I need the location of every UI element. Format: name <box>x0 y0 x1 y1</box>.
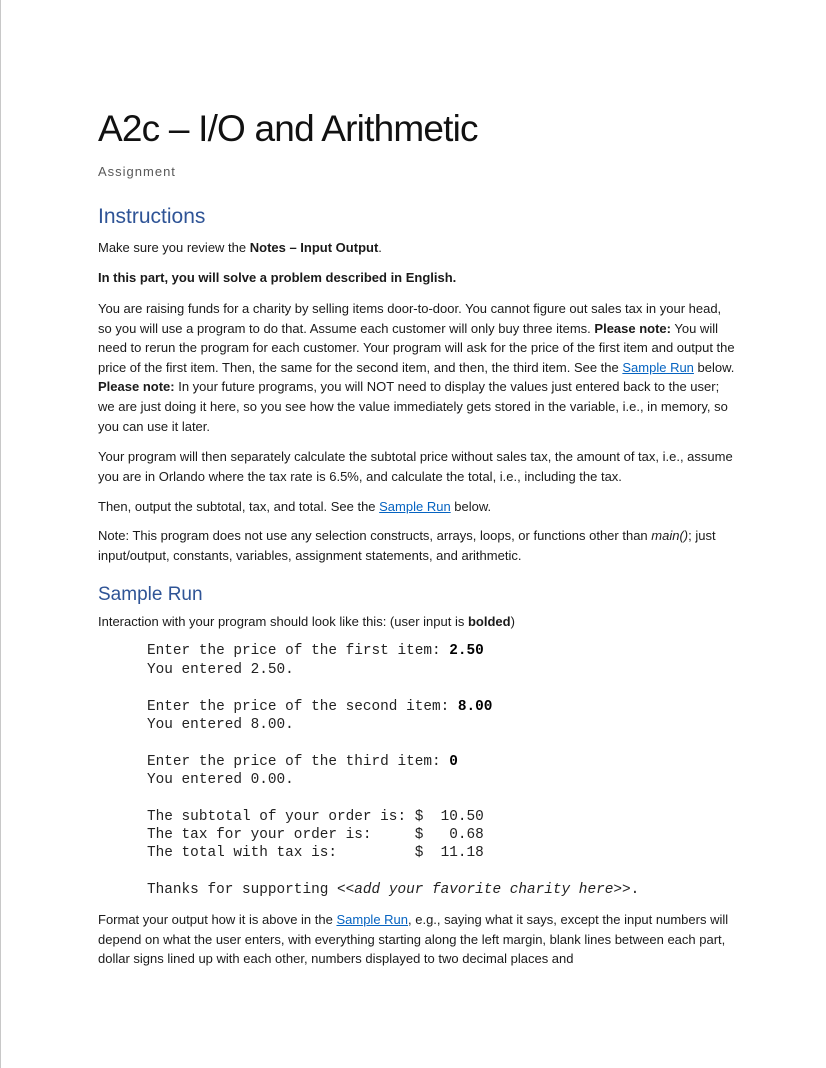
charity-paragraph <box>98 299 738 436</box>
sample-run-link[interactable]: Sample Run <box>379 499 451 514</box>
output-paragraph <box>98 497 738 517</box>
p3-bold-2: Please note: <box>98 379 175 395</box>
p6-suffix: ; just input/output, constants, variables, assignment statements, and arithmetic. <box>98 528 716 563</box>
prompt-second-item: Enter the price of the second item: <box>147 699 458 715</box>
user-input-first: 2.50 <box>449 643 484 659</box>
code-line: You entered 0.00. <box>147 772 294 788</box>
p6-prefix: Note: This program does not use any selection constructs, arrays, loops, or functions other than <box>98 528 652 543</box>
intro-bold: bolded <box>467 614 511 629</box>
code-line: You entered 8.00. <box>147 717 294 733</box>
user-input-third: 0 <box>449 754 458 770</box>
prompt-first-item: Enter the price of the first item: <box>147 643 450 659</box>
p3-text-1: You are raising funds for a charity by selling items door-to-door. You cannot figure out sales tax in your head, so you will use a program to do that. Assume each customer will only buy three items. <box>98 301 722 336</box>
format-prefix: Format your output how it is above in the <box>98 912 337 927</box>
document-title: A2c – I/O and Arithmetic <box>98 108 478 149</box>
sample-run-link[interactable]: Sample Run <box>622 359 694 375</box>
prompt-third-item: Enter the price of the third item: <box>147 754 450 770</box>
code-line-subtotal: The subtotal of your order is: $ 10.50 <box>147 809 484 825</box>
format-paragraph <box>98 910 738 969</box>
note-paragraph <box>98 526 738 565</box>
user-input-second: 8.00 <box>457 699 493 715</box>
sample-run-heading: Sample Run <box>98 584 203 605</box>
p2-bold: In this part, you will solve a problem described in English. <box>98 270 457 285</box>
document-subtitle: Assignment <box>98 164 176 179</box>
problem-intro-paragraph <box>98 268 738 288</box>
intro-suffix: ) <box>510 614 515 629</box>
p3-text-2: You will need to rerun the program for each customer. Your program will ask for the price of the first item and output the price of the first item. Then, the same for the second item, and then, the third item. See the <box>98 320 735 375</box>
p1-bold: Notes – Input Output <box>249 240 379 255</box>
thanks-prefix: Thanks for supporting <box>147 882 337 898</box>
p1-prefix: Make sure you review the <box>98 240 250 255</box>
thanks-italic: <<add your favorite charity here>> <box>337 882 631 898</box>
p1-suffix: . <box>378 240 382 255</box>
thanks-suffix: . <box>630 882 640 898</box>
code-line-thanks <box>147 881 639 899</box>
intro-prefix: Interaction with your program should look like this: (user input is <box>98 614 468 629</box>
code-line: You entered 2.50. <box>147 662 294 678</box>
code-line <box>147 642 484 660</box>
calculation-paragraph: Your program will then separately calculate the subtotal price without sales tax, the amount of tax, i.e., assume you are in Orlando where the tax rate is 6.5%, and calculate the total, i.e., including the tax. <box>98 449 733 484</box>
p3-bold-1: Please note: <box>594 320 671 336</box>
p3-text-3: below. <box>693 359 735 375</box>
page-border <box>0 0 1 1068</box>
sample-run-link[interactable]: Sample Run <box>336 912 409 927</box>
code-line <box>147 698 492 716</box>
sample-run-intro <box>98 612 738 632</box>
review-notes-paragraph <box>98 238 738 258</box>
p5-suffix: below. <box>450 499 492 514</box>
p3-text-4: In your future programs, you will NOT need to display the values just entered back to the user; we are just doing it here, so you see how the value immediately gets stored in the variable, i.e., in memory, so you can use it later. <box>98 379 728 434</box>
instructions-heading: Instructions <box>98 205 206 228</box>
format-suffix: , e.g., saying what it says, except the input numbers will depend on what the user enters, with everything starting along the left margin, blank lines between each part, dollar signs lined up with each other, numbers displayed to two decimal places and <box>98 912 729 967</box>
code-line-total: The total with tax is: $ 11.18 <box>147 845 484 861</box>
code-line <box>147 753 458 771</box>
p5-prefix: Then, output the subtotal, tax, and total. See the <box>98 499 380 514</box>
p6-italic: main() <box>651 528 689 543</box>
code-line-tax: The tax for your order is: $ 0.68 <box>147 827 484 843</box>
